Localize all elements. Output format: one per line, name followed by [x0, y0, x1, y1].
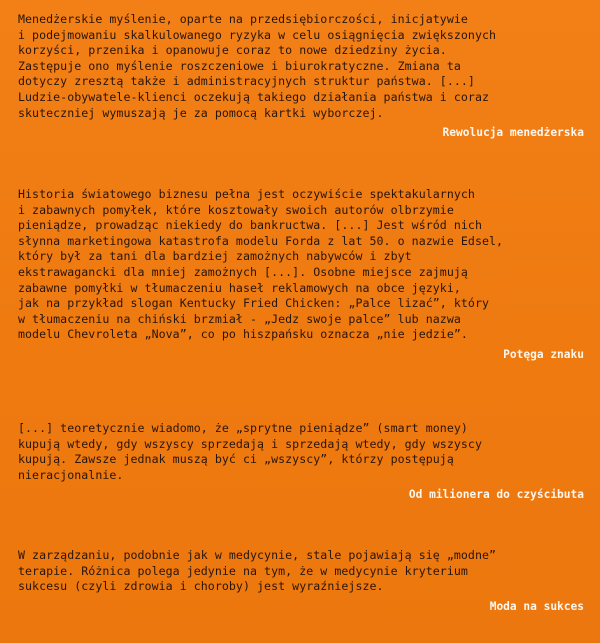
quote-text: Historia światowego biznesu pełna jest oczywiście spektakularnych i zabawnych pomyłek, które kosztowały swoich autorów olbrzymie pieniądze, prowadząc niekiedy do bankructwa. [...] Jest wśród nich słynna marketingowa katastrofa modelu Forda z lat 50. o nazwie Edsel, który był za tani dla bardziej zamożnych nabywców i zbyt ekstrawagancki dla mniej zamożnych [...]. Osobne miejsce zajmują zabawne pomyłki w tłumaczeniu haseł reklamowych na obce języki, jak na przykład slogan Kentucky Fried Chicken: „Palce lizać”, który w tłumaczeniu na chiński brzmiał - „Jedz swoje palce” lub nazwa modelu Chevroleta „Nova”, co po hiszpańsku oznacza „nie jedzie”. — [18, 187, 504, 342]
quote-source: Od milionera do czyścibuta — [408, 488, 584, 502]
quote-block — [18, 187, 588, 362]
quote-block — [18, 548, 588, 614]
quote-text: Menedżerskie myślenie, oparte na przedsiębiorczości, inicjatywie i podejmowaniu skalkulowanego ryzyka w celu osiągnięcia zwiększonych korzyści, przenika i opanowuje coraz to nowe dziedziny życia. Zastępuje ono myślenie roszczeniowe i biurokratyczne. Zmiana ta dotyczy zresztą także i administracyjnych struktur państwa. [...] Ludzie-obywatele-klienci oczekują takiego działania państwa i coraz skuteczniej wymuszają je za pomocą kartki wyborczej. — [18, 12, 497, 120]
quote-block — [18, 421, 588, 502]
quote-text: [...] teoretycznie wiadomo, że „sprytne pieniądze” (smart money) kupują wtedy, gdy wszyscy sprzedają i sprzedają wtedy, gdy wszyscy kupują. Zawsze jednak muszą być ci „wszyscy”, którzy postępują nieracjonalnie. — [18, 421, 482, 482]
quote-source: Moda na sukces — [489, 599, 584, 613]
quote-block — [18, 12, 588, 140]
quote-source: Potęga znaku — [503, 347, 584, 361]
quote-text: W zarządzaniu, podobnie jak w medycynie, stale pojawiają się „modne” terapie. Różnica polega jedynie na tym, że w medycynie kryterium sukcesu (czyli zdrowia i choroby) jest wyraźniejsze. — [18, 548, 497, 594]
quote-source: Rewolucja menedżerska — [442, 126, 584, 140]
